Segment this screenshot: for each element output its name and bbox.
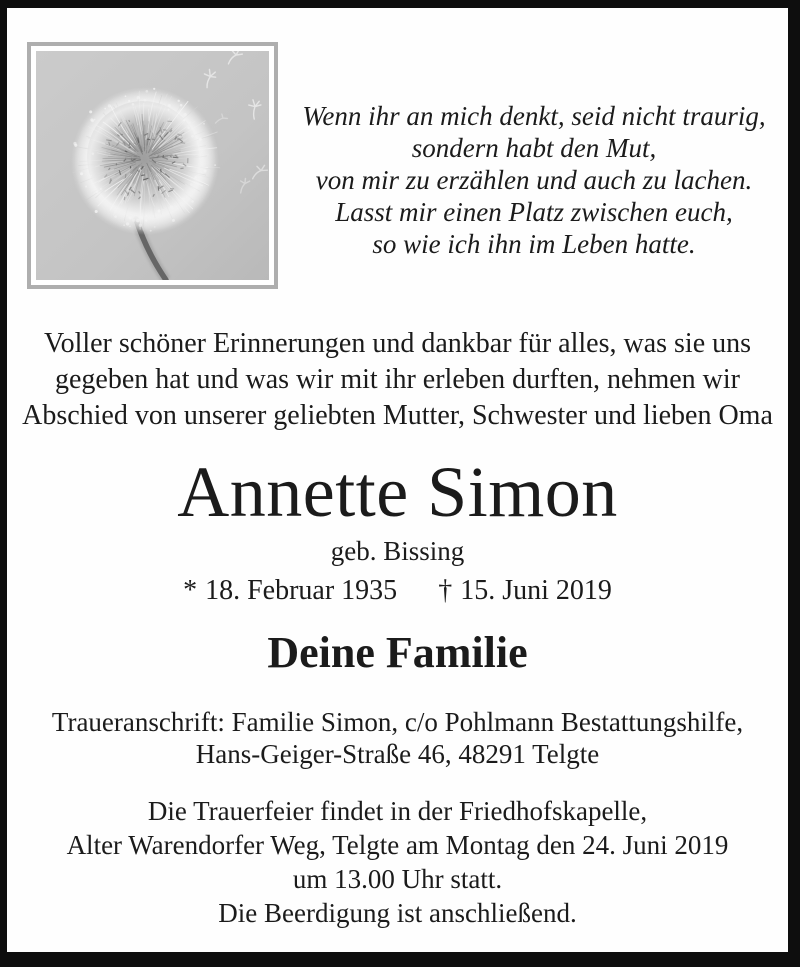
maiden-name: geb. Bissing	[330, 536, 465, 566]
mourning-address-line: Traueranschrift: Familie Simon, c/o Pohlmann Bestattungshilfe,	[51, 707, 744, 737]
death-date-text: 15. Juni 2019	[460, 575, 612, 606]
deceased-name: Annette Simon	[177, 452, 618, 532]
mourning-address-line: Hans-Geiger-Straße 46, 48291 Telgte	[195, 739, 600, 769]
funeral-info-line: Alter Warendorfer Weg, Telgte am Montag den 24. Juni 2019	[66, 830, 729, 860]
dandelion-photo	[27, 42, 278, 289]
birth-date	[183, 574, 397, 607]
farewell-line: Voller schöner Erinnerungen und dankbar für alles, was sie uns	[43, 328, 752, 359]
funeral-info-line: Die Trauerfeier findet in der Friedhofskapelle,	[147, 796, 648, 826]
farewell-text	[7, 326, 788, 434]
funeral-info-line: Die Beerdigung ist anschließend.	[218, 898, 577, 928]
dagger-icon: †	[438, 575, 453, 606]
family-signature: Deine Familie	[267, 628, 528, 677]
farewell-line: gegeben hat und was wir mit ihr erleben durften, nehmen wir	[54, 364, 740, 395]
funeral-info	[7, 794, 788, 930]
memorial-poem	[280, 100, 788, 260]
birth-date-text: 18. Februar 1935	[205, 575, 398, 606]
poem-line: Lasst mir einen Platz zwischen euch,	[335, 197, 733, 227]
mourning-address	[7, 706, 788, 770]
life-dates	[7, 574, 788, 607]
poem-line: Wenn ihr an mich denkt, seid nicht traurig,	[302, 101, 766, 131]
funeral-info-line: um 13.00 Uhr statt.	[292, 864, 503, 894]
poem-line: sondern habt den Mut,	[411, 133, 657, 163]
poem-line: von mir zu erzählen und auch zu lachen.	[315, 165, 753, 195]
poem-line: so wie ich ihn im Leben hatte.	[372, 229, 696, 259]
birth-star-icon: *	[183, 575, 198, 606]
farewell-line: Abschied von unserer geliebten Mutter, Schwester und lieben Oma	[22, 400, 773, 431]
dandelion-icon	[36, 51, 269, 280]
death-date	[438, 574, 612, 607]
